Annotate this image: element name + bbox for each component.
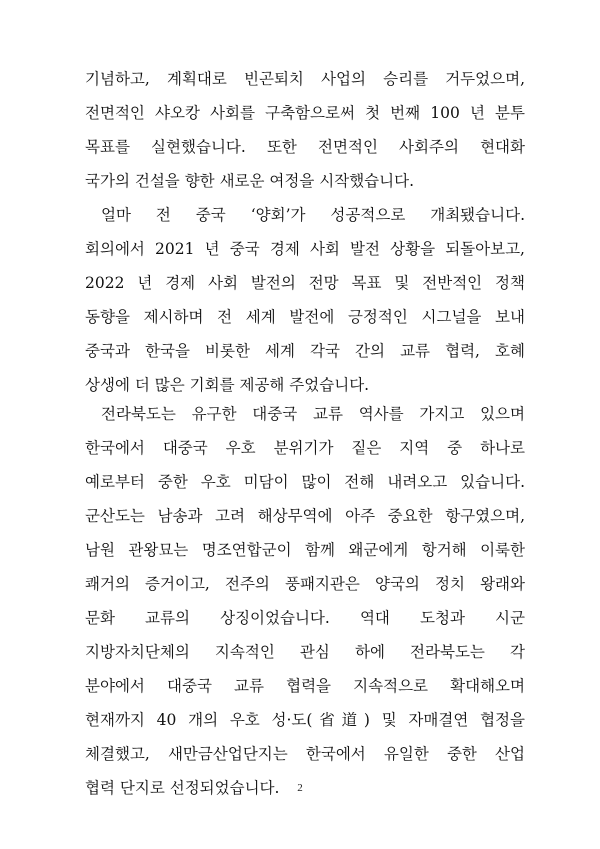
- text-line: 남원 관왕묘는 명조연합군이 함께 왜군에게 항거해 이룩한: [85, 541, 525, 559]
- text-line: 목표를 실현했습니다. 또한 전면적인 사회주의 현대화: [85, 138, 525, 156]
- text-line: 중국과 한국을 비롯한 세계 각국 간의 교류 협력, 호혜: [85, 342, 525, 360]
- page-number: 2: [297, 782, 303, 794]
- text-line: 전면적인 샤오캉 사회를 구축함으로써 첫 번째 100 년 분투: [85, 104, 525, 122]
- paragraph-1: [85, 62, 525, 198]
- text-line: 지방자치단체의 지속적인 관심 하에 전라북도는 각: [85, 643, 525, 661]
- text-line: 쾌거의 증거이고, 전주의 풍패지관은 양국의 정치 왕래와: [85, 575, 525, 593]
- text-line: 국가의 건설을 향한 새로운 여정을 시작했습니다.: [85, 172, 415, 190]
- text-line: 협력 단지로 선정되었습니다.: [85, 779, 280, 797]
- paragraph-2: [85, 198, 525, 402]
- text-line: 예로부터 중한 우호 미담이 많이 전해 내려오고 있습니다.: [85, 473, 525, 491]
- text-line: 한국에서 대중국 우호 분위기가 짙은 지역 중 하나로: [85, 439, 525, 457]
- text-line: 회의에서 2021 년 중국 경제 사회 발전 상황을 되돌아보고,: [85, 240, 525, 258]
- text-line: 군산도는 남송과 고려 해상무역에 아주 중요한 항구였으며,: [85, 507, 525, 525]
- text-line: 전라북도는 유구한 대중국 교류 역사를 가지고 있으며: [101, 405, 525, 423]
- paragraph-3: [85, 397, 525, 805]
- text-line: 기념하고, 계획대로 빈곤퇴치 사업의 승리를 거두었으며,: [85, 70, 525, 88]
- text-line: 얼마 전 중국 ‘양회’가 성공적으로 개최됐습니다.: [101, 206, 525, 224]
- text-line: 상생에 더 많은 기회를 제공해 주었습니다.: [85, 376, 370, 394]
- text-line: 문화 교류의 상징이었습니다. 역대 도청과 시군: [85, 609, 525, 627]
- text-line: 분야에서 대중국 교류 협력을 지속적으로 확대해오며: [85, 677, 525, 695]
- text-line: 체결했고, 새만금산업단지는 한국에서 유일한 중한 산업: [85, 745, 525, 763]
- text-line: 2022 년 경제 사회 발전의 전망 목표 및 전반적인 정책: [85, 274, 525, 292]
- text-line: 현재까지 40 개의 우호 성·도(省道) 및 자매결연 협정을: [85, 711, 525, 729]
- text-line: 동향을 제시하며 전 세계 발전에 긍정적인 시그널을 보내: [85, 308, 525, 326]
